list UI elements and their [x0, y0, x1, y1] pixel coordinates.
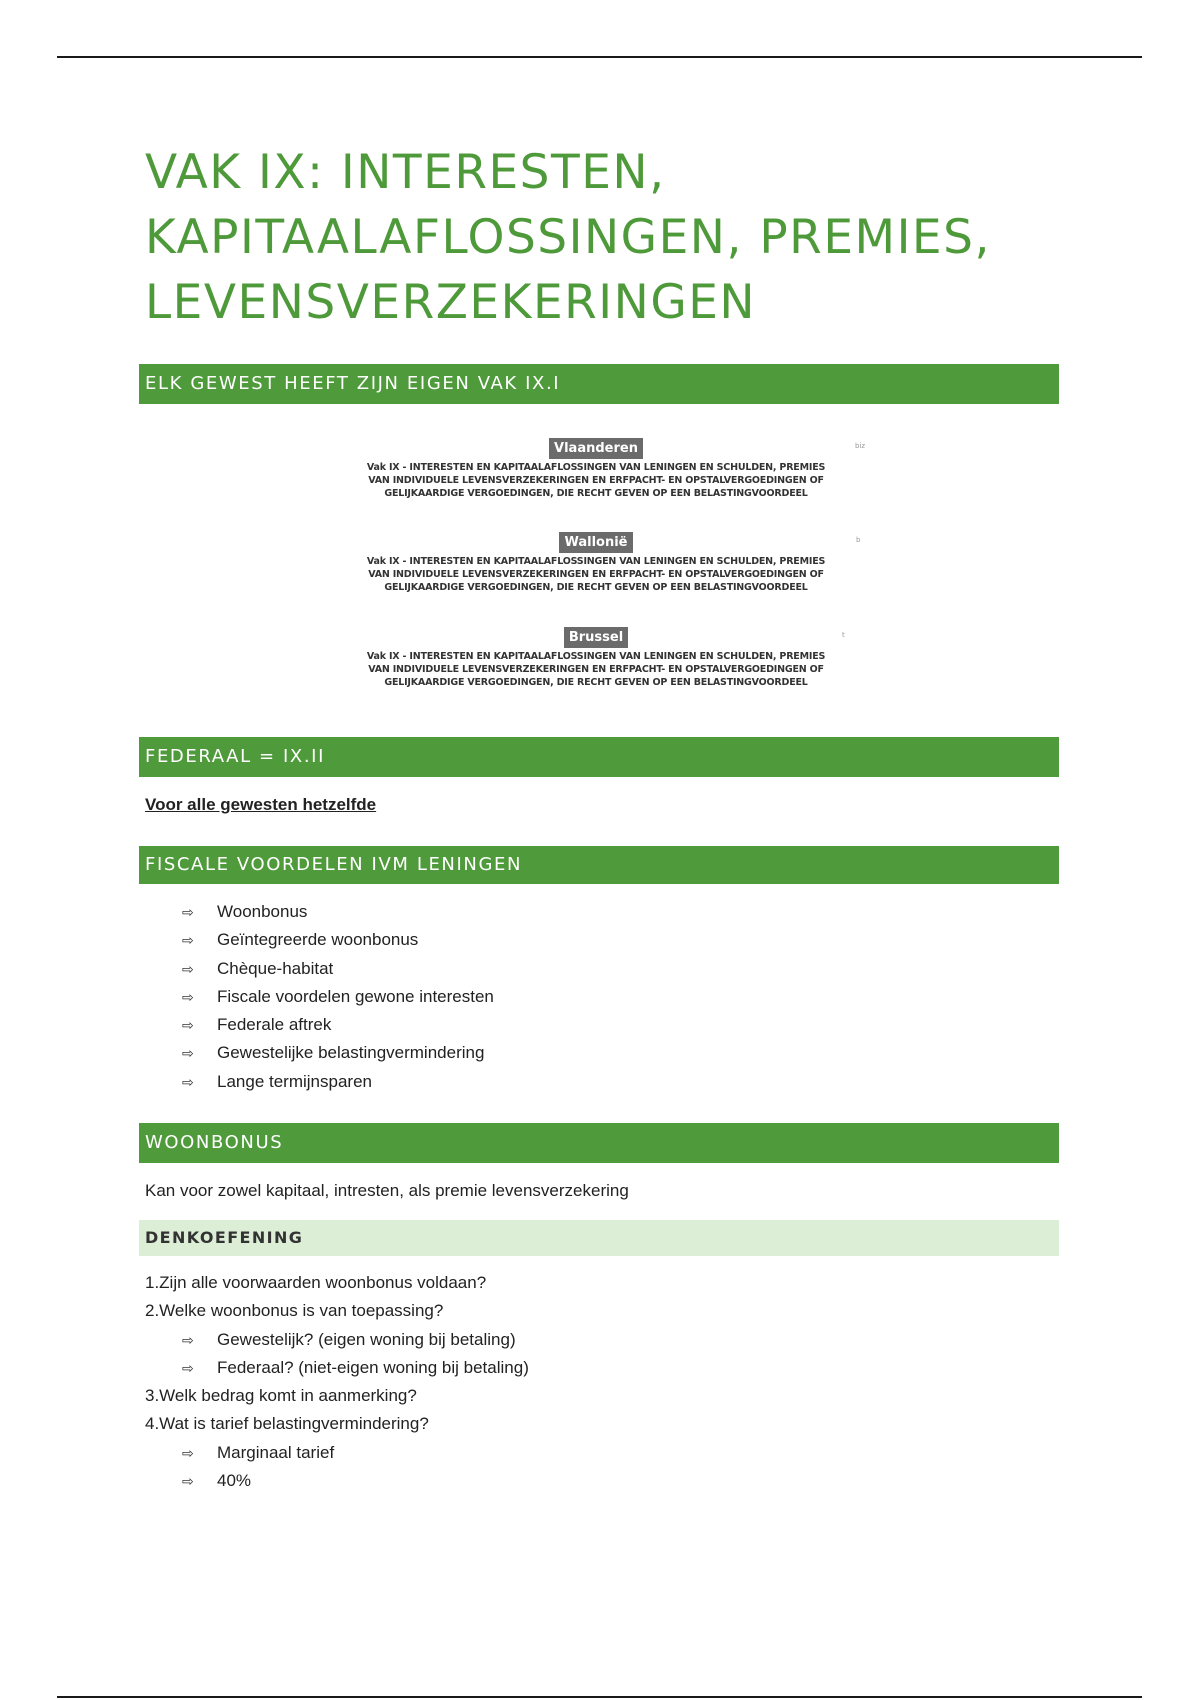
list-item-label: Woonbonus [217, 902, 308, 921]
arrow-icon: ⇨ [182, 1359, 194, 1376]
region-mark: biz [855, 442, 866, 450]
woonbonus-note: Kan voor zowel kapitaal, intresten, als premie levensverzekering [145, 1181, 629, 1200]
list-item-label: Chèque-habitat [217, 958, 334, 978]
list-item-label: Federale aftrek [217, 1015, 332, 1035]
question-sublist [145, 1439, 529, 1496]
federaal-note: Voor alle gewesten hetzelfde [145, 795, 377, 814]
fiscale-list [180, 898, 494, 1096]
sub-item-label: Marginaal tarief [217, 1442, 335, 1462]
region-description-line: VAN INDIVIDUELE LEVENSVERZEKERINGEN EN ERFPACHT- EN OPSTALVERGOEDINGEN OF [368, 664, 824, 675]
region-description [320, 555, 872, 594]
region-description-line: Vak IX - INTERESTEN EN KAPITAALAFLOSSINGEN VAN LENINGEN EN SCHULDEN, PREMIES [366, 462, 826, 473]
list-item [180, 1039, 494, 1067]
arrow-icon: ⇨ [182, 960, 194, 977]
region-label: Brussel [564, 627, 628, 648]
region-mark: t [842, 631, 845, 639]
sub-item [180, 1326, 529, 1354]
question-item [145, 1269, 529, 1297]
region-vlaanderen [320, 438, 872, 500]
region-description-line: GELIJKAARDIGE VERGOEDINGEN, DIE RECHT GEVEN OP EEN BELASTINGVOORDEEL [384, 488, 808, 499]
question-item [145, 1410, 529, 1495]
page-title [145, 140, 1045, 335]
list-item [180, 983, 494, 1011]
list-item [180, 1068, 494, 1096]
sub-item-label: Federaal? (niet-eigen woning bij betaling) [217, 1357, 529, 1377]
region-label: Wallonië [559, 532, 632, 553]
question-sublist [145, 1326, 529, 1383]
sub-item [180, 1354, 529, 1382]
top-rule [57, 56, 1142, 58]
region-wallonie [320, 532, 872, 594]
sub-item-label: 40% [217, 1471, 252, 1491]
section-heading-gewest: ELK GEWEST HEEFT ZIJN EIGEN VAK IX.I [139, 364, 1059, 404]
arrow-icon: ⇨ [182, 932, 194, 949]
section-heading-fiscale: FISCALE VOORDELEN IVM LENINGEN [139, 846, 1059, 884]
arrow-icon: ⇨ [182, 1017, 194, 1034]
question-text: 3.Welk bedrag komt in aanmerking? [145, 1386, 417, 1406]
region-description-line: GELIJKAARDIGE VERGOEDINGEN, DIE RECHT GEVEN OP EEN BELASTINGVOORDEEL [384, 677, 808, 688]
arrow-icon: ⇨ [182, 1331, 194, 1348]
region-description-line: GELIJKAARDIGE VERGOEDINGEN, DIE RECHT GEVEN OP EEN BELASTINGVOORDEEL [384, 582, 808, 593]
arrow-icon: ⇨ [182, 1444, 194, 1461]
arrow-icon: ⇨ [182, 1073, 194, 1090]
bottom-rule [57, 1696, 1142, 1698]
list-item-label: Lange termijnsparen [217, 1071, 372, 1091]
region-brussel [320, 627, 872, 689]
question-item [145, 1297, 529, 1382]
region-description-line: Vak IX - INTERESTEN EN KAPITAALAFLOSSINGEN VAN LENINGEN EN SCHULDEN, PREMIES [366, 556, 826, 567]
list-item-label: Gewestelijke belastingvermindering [217, 1043, 485, 1063]
title-line: KAPITAALAFLOSSINGEN, PREMIES, [145, 210, 991, 265]
arrow-icon: ⇨ [182, 1473, 194, 1490]
region-description-line: VAN INDIVIDUELE LEVENSVERZEKERINGEN EN ERFPACHT- EN OPSTALVERGOEDINGEN OF [368, 569, 824, 580]
sub-item [180, 1439, 529, 1467]
region-description-line: Vak IX - INTERESTEN EN KAPITAALAFLOSSINGEN VAN LENINGEN EN SCHULDEN, PREMIES [366, 651, 826, 662]
sub-item [180, 1467, 529, 1495]
arrow-icon: ⇨ [182, 988, 194, 1005]
list-item [180, 955, 494, 983]
arrow-icon: ⇨ [182, 1045, 194, 1062]
region-label: Vlaanderen [549, 438, 643, 459]
region-description-line: VAN INDIVIDUELE LEVENSVERZEKERINGEN EN ERFPACHT- EN OPSTALVERGOEDINGEN OF [368, 475, 824, 486]
sub-item-label: Gewestelijk? (eigen woning bij betaling) [217, 1329, 516, 1349]
title-line: LEVENSVERZEKERINGEN [145, 275, 757, 330]
section-heading-federaal: FEDERAAL = IX.II [139, 737, 1059, 777]
question-item [145, 1382, 529, 1410]
arrow-icon: ⇨ [182, 904, 194, 920]
section-heading-woonbonus: WOONBONUS [139, 1123, 1059, 1163]
region-description [320, 650, 872, 689]
list-item-label: Geïntegreerde woonbonus [217, 930, 419, 950]
region-description [320, 461, 872, 500]
list-item-label: Fiscale voordelen gewone interesten [217, 986, 494, 1006]
question-text: 2.Welke woonbonus is van toepassing? [145, 1301, 444, 1321]
question-text: 4.Wat is tarief belastingvermindering? [145, 1414, 429, 1434]
question-list [145, 1269, 529, 1495]
list-item [180, 898, 494, 926]
subsection-heading-denkoefening: DENKOEFENING [139, 1220, 1059, 1256]
region-mark: b [856, 536, 861, 544]
regions-figure [320, 432, 872, 712]
question-text: 1.Zijn alle voorwaarden woonbonus voldaan? [145, 1273, 487, 1292]
list-item [180, 926, 494, 954]
list-item [180, 1011, 494, 1039]
title-line: VAK IX: INTERESTEN, [145, 145, 666, 200]
